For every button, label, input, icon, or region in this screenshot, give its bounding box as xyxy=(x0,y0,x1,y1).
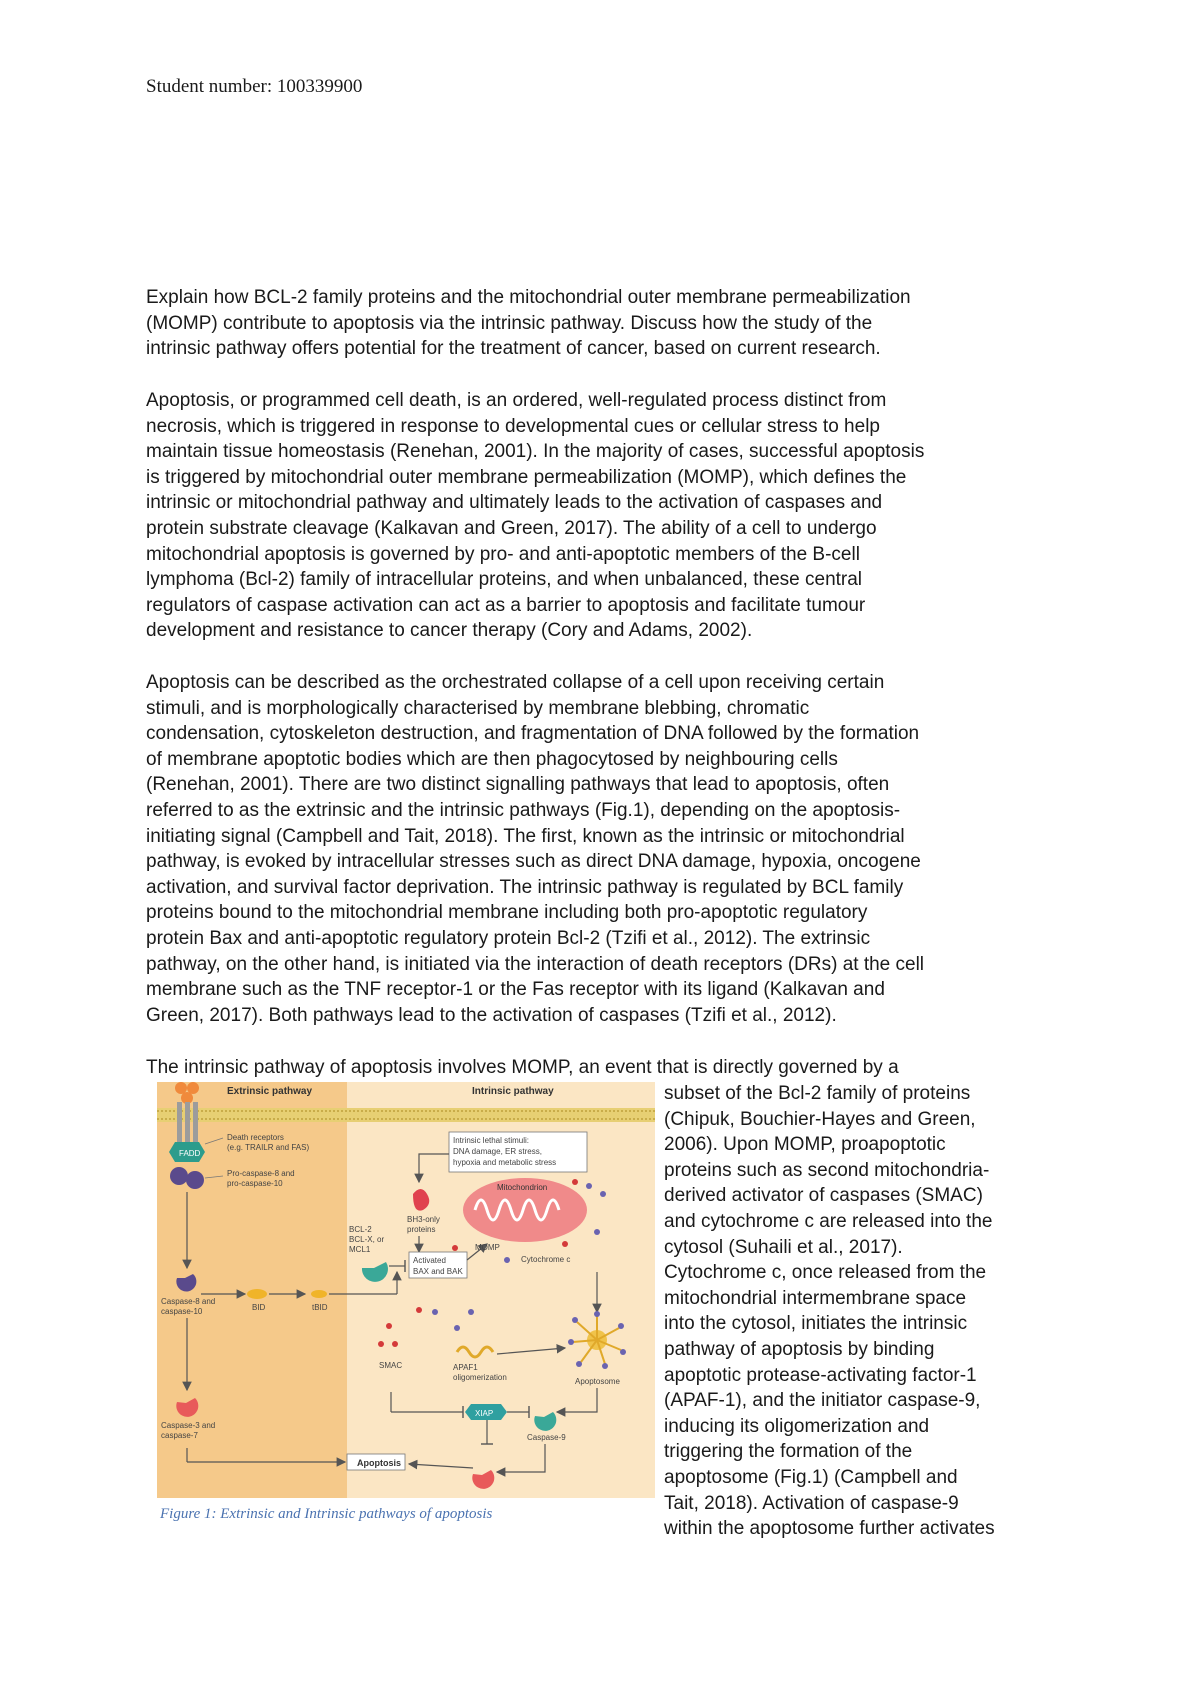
paragraph-2 xyxy=(146,670,1086,1028)
paragraph-3-first-line: The intrinsic pathway of apoptosis involves MOMP, an event that is directly governed by a xyxy=(146,1057,899,1078)
text-line: mitochondrial apoptosis is governed by pro- and anti-apoptotic members of the B-cell xyxy=(146,543,860,565)
text-line: Green, 2017). Both pathways lead to the activation of caspases (Tzifi et al., 2012). xyxy=(146,1004,837,1026)
fadd-label: FADD xyxy=(179,1149,201,1158)
bid-label: BID xyxy=(252,1303,266,1312)
text-line: initiating signal (Campbell and Tait, 2018). The first, known as the intrinsic or mitochondrial xyxy=(146,825,905,847)
text-line: apoptosome (Fig.1) (Campbell and xyxy=(664,1466,958,1488)
apoptosis-pathways-figure xyxy=(157,1082,655,1498)
text-line: intrinsic or mitochondrial pathway and ultimately leads to the activation of caspases and xyxy=(146,492,883,514)
text-line: protein substrate cleavage (Kalkavan and Green, 2017). The ability of a cell to undergo xyxy=(146,517,877,539)
bid-icon xyxy=(247,1289,267,1299)
text-line: and cytochrome c are released into the xyxy=(664,1210,993,1232)
text-line: Explain how BCL-2 family proteins and the mitochondrial outer membrane permeabilization xyxy=(146,287,911,308)
text-line: protein Bax and anti-apoptotic regulatory protein Bcl-2 (Tzifi et al., 2012). The extrinsic xyxy=(146,927,871,949)
text-line: Tait, 2018). Activation of caspase-9 xyxy=(664,1492,959,1514)
text-line: pathway, on the other hand, is initiated via the interaction of death receptors (DRs) at the cell xyxy=(146,953,925,975)
student-number: Student number: 100339900 xyxy=(146,76,363,97)
text-line: proteins such as second mitochondria- xyxy=(664,1159,990,1181)
text-line: into the cytosol, initiates the intrinsic xyxy=(664,1313,968,1335)
figure-caption: Figure 1: Extrinsic and Intrinsic pathways of apoptosis xyxy=(160,1506,493,1522)
text-line: stimuli, and is morphologically characterised by membrane blebbing, chromatic xyxy=(146,697,810,719)
pro-caspase-icon xyxy=(186,1171,204,1189)
death-receptors-label: Death receptors xyxy=(227,1133,284,1142)
text-line: apoptotic protease-activating factor-1 xyxy=(664,1364,977,1386)
text-line: 2006). Upon MOMP, proapoptotic xyxy=(664,1134,946,1156)
text-line: intrinsic pathway offers potential for the treatment of cancer, based on current research. xyxy=(146,338,881,360)
caspase-9-label: Caspase-9 xyxy=(527,1433,566,1442)
stimuli-sub: DNA damage, ER stress, xyxy=(453,1147,542,1156)
text-line: development and resistance to cancer therapy (Cory and Adams, 2002). xyxy=(146,620,753,642)
text-line: maintain tissue homeostasis (Renehan, 2001). In the majority of cases, successful apoptosis xyxy=(146,441,925,463)
text-line: of membrane apoptotic bodies which are then phagocytosed by neighbouring cells xyxy=(146,748,838,770)
bcl2-sub: MCL1 xyxy=(349,1245,371,1254)
apaf1-sub: oligomerization xyxy=(453,1373,507,1382)
caspase-3-label: Caspase-3 and xyxy=(161,1421,216,1430)
text-line: inducing its oligomerization and xyxy=(664,1415,930,1437)
text-line: cytosol (Suhaili et al., 2017). xyxy=(664,1236,903,1258)
bcl2-sub: BCL-X, or xyxy=(349,1235,385,1244)
apoptosome-label: Apoptosome xyxy=(575,1377,620,1386)
text-line: mitochondrial intermembrane space xyxy=(664,1287,967,1309)
bcl2-label: BCL-2 xyxy=(349,1225,372,1234)
apoptosis-label: Apoptosis xyxy=(357,1458,401,1468)
text-line: activation, and survival factor deprivation. The intrinsic pathway is regulated by BCL family xyxy=(146,876,904,898)
bax-sub: BAX and BAK xyxy=(413,1267,463,1276)
text-line: proteins bound to the mitochondrial membrane including both pro-apoptotic regulatory xyxy=(146,902,868,924)
text-line: (Renehan, 2001). There are two distinct signalling pathways that lead to apoptosis, often xyxy=(146,774,890,796)
extrinsic-label: Extrinsic pathway xyxy=(227,1086,313,1097)
text-line: membrane such as the TNF receptor-1 or the Fas receptor with its ligand (Kalkavan and xyxy=(146,979,885,1001)
stimuli-sub: hypoxia and metabolic stress xyxy=(453,1158,557,1167)
smac-label: SMAC xyxy=(379,1361,403,1370)
caspase-8-sub: caspase-10 xyxy=(161,1307,203,1316)
text-line: referred to as the extrinsic and the intrinsic pathways (Fig.1), depending on the apoptosis- xyxy=(146,799,901,821)
text-line: lymphoma (Bcl-2) family of intracellular proteins, and when unbalanced, these central xyxy=(146,569,863,591)
text-line: (MOMP) contribute to apoptosis via the intrinsic pathway. Discuss how the study of the xyxy=(146,312,873,334)
text-line: is triggered by mitochondrial outer membrane permeabilization (MOMP), which defines the xyxy=(146,466,907,488)
bh3-label: BH3-only xyxy=(407,1215,440,1224)
xiap-label: XIAP xyxy=(475,1409,494,1418)
intrinsic-label: Intrinsic pathway xyxy=(472,1086,554,1097)
text-line: (Chipuk, Bouchier-Hayes and Green, xyxy=(664,1108,976,1130)
cytochrome-c-label: Cytochrome c xyxy=(521,1255,571,1264)
text-line: necrosis, which is triggered in response to developmental cues or cellular stress to help xyxy=(146,415,880,437)
mitochondrion-label: Mitochondrion xyxy=(497,1183,548,1192)
paragraph-3-wrapped xyxy=(664,1081,1084,1542)
text-line: regulators of caspase activation can act as a barrier to apoptosis and facilitate tumour xyxy=(146,594,866,616)
text-line: triggering the formation of the xyxy=(664,1441,913,1463)
text-line: Apoptosis can be described as the orchestrated collapse of a cell upon receiving certain xyxy=(146,672,885,693)
text-line: within the apoptosome further activates xyxy=(664,1518,995,1540)
text-line: derived activator of caspases (SMAC) xyxy=(664,1185,983,1207)
stimuli-label: Intrinsic lethal stimuli: xyxy=(453,1136,530,1145)
text-line: (APAF-1), and the initiator caspase-9, xyxy=(664,1390,981,1412)
text-line: subset of the Bcl-2 family of proteins xyxy=(664,1083,971,1104)
paragraph-1 xyxy=(146,388,1086,644)
death-receptors-sub: (e.g. TRAILR and FAS) xyxy=(227,1143,310,1152)
bh3-sub: proteins xyxy=(407,1225,436,1234)
caspase-8-label: Caspase-8 and xyxy=(161,1297,216,1306)
text-line: pathway, is evoked by intracellular stresses such as direct DNA damage, hypoxia, oncogene xyxy=(146,851,921,873)
caspase-3-sub: caspase-7 xyxy=(161,1431,198,1440)
tbid-label: tBID xyxy=(312,1303,328,1312)
pro-caspase-sub: pro-caspase-10 xyxy=(227,1179,283,1188)
pro-caspase-icon xyxy=(170,1167,188,1185)
bax-label: Activated xyxy=(413,1256,446,1265)
text-line: Cytochrome c, once released from the xyxy=(664,1262,987,1284)
apaf1-label: APAF1 xyxy=(453,1363,478,1372)
tbid-icon xyxy=(311,1290,327,1298)
essay-question xyxy=(146,285,1086,362)
text-line: condensation, cytoskeleton destruction, and fragmentation of DNA followed by the formation xyxy=(146,723,920,745)
pro-caspase-label: Pro-caspase-8 and xyxy=(227,1169,295,1178)
text-line: pathway of apoptosis by binding xyxy=(664,1338,935,1360)
momp-label: MOMP xyxy=(475,1243,500,1252)
text-line: Apoptosis, or programmed cell death, is an ordered, well-regulated process distinct from xyxy=(146,390,887,411)
